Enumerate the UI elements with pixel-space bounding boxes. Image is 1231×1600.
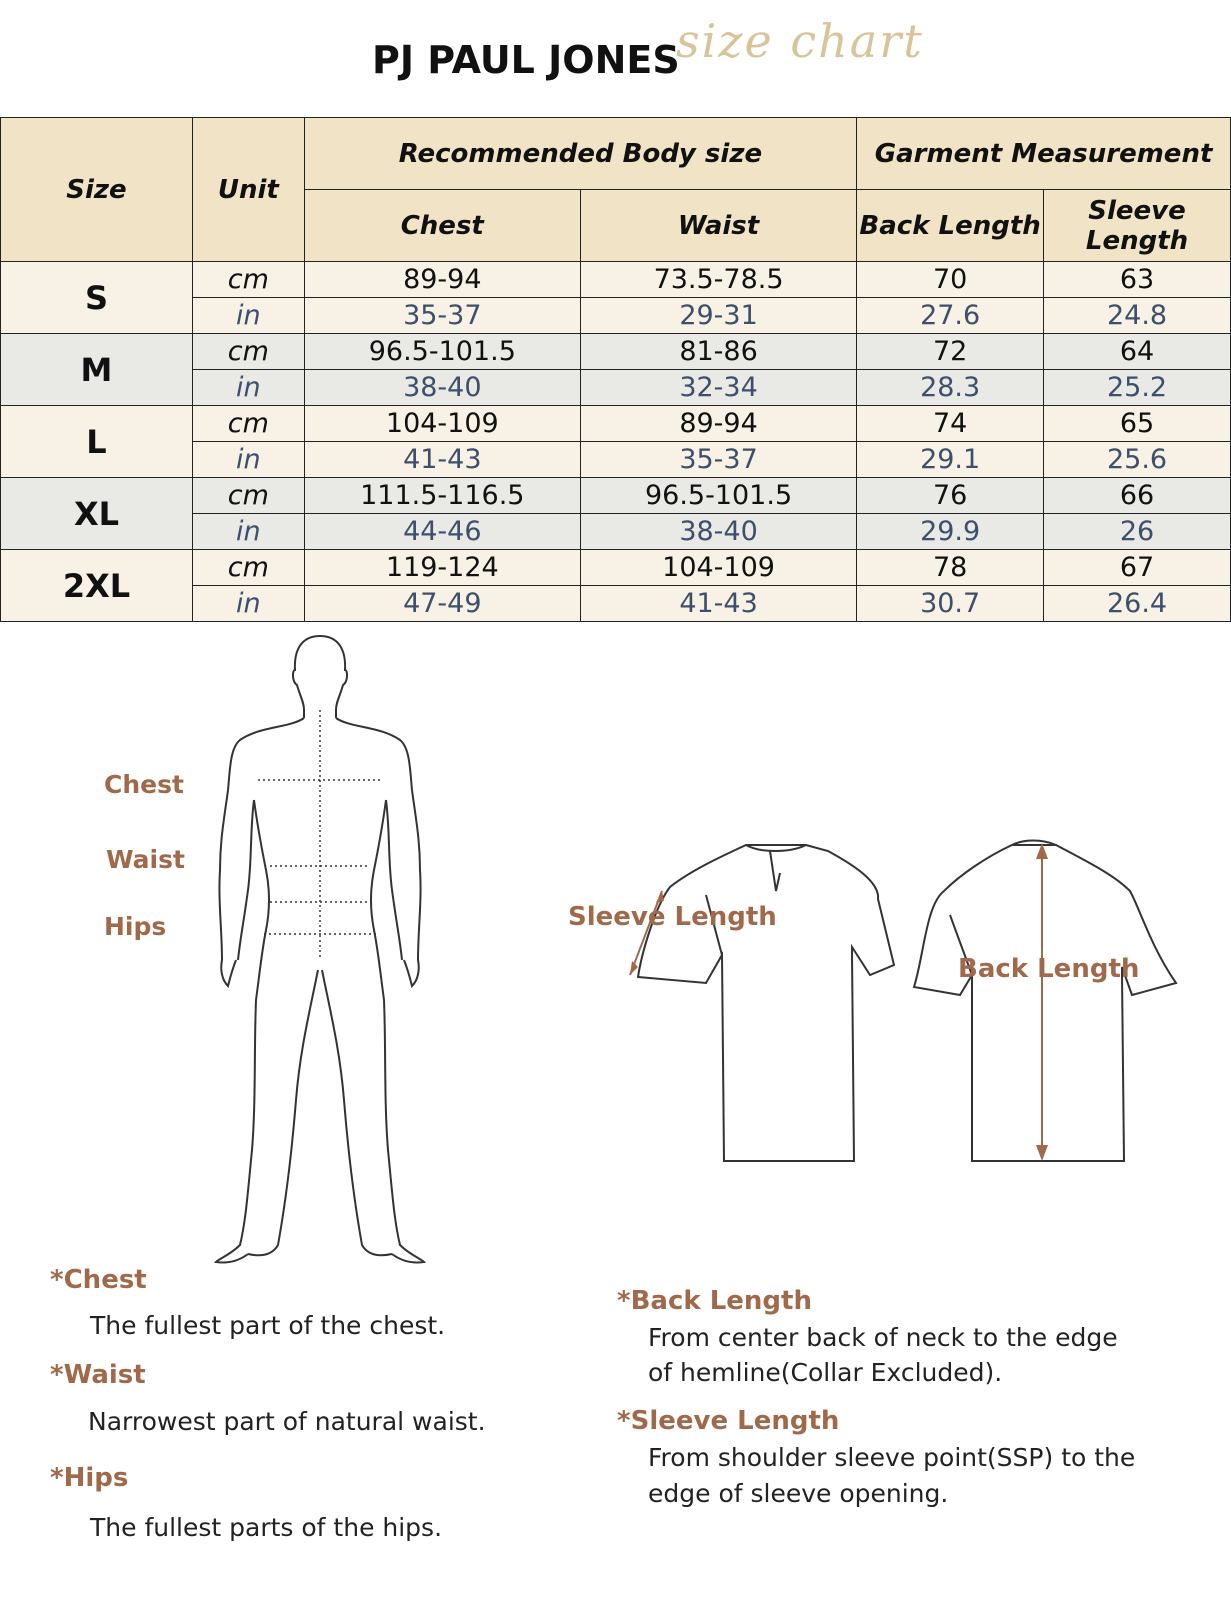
waist-cell: 35-37 [580,442,856,478]
figure-label-back-length: Back Length [958,954,1140,984]
header-recommended-body-size: Recommended Body size [304,118,857,190]
table-row [1,550,1231,586]
chest-cell: 44-46 [304,514,580,550]
back-length-cell: 74 [857,406,1044,442]
figure-label-waist: Waist [106,845,185,874]
unit-cell: cm [192,262,304,298]
definition-text-sleeve-length-2: edge of sleeve opening. [648,1479,949,1508]
sleeve-length-cell: 63 [1044,262,1231,298]
sleeve-length-cell: 65 [1044,406,1231,442]
unit-cell: cm [192,334,304,370]
definition-text-hips: The fullest parts of the hips. [90,1513,443,1542]
figure-label-sleeve-length: Sleeve Length [568,902,777,932]
shirt-front-icon [620,835,910,1175]
back-length-cell: 30.7 [857,586,1044,622]
header-size: Size [1,118,193,262]
size-label: S [1,262,193,334]
unit-cell: cm [192,550,304,586]
definition-text-back-length-1: From center back of neck to the edge [648,1323,1118,1352]
table-row [1,262,1231,298]
definition-title-sleeve-length: *Sleeve Length [617,1406,840,1436]
figure-label-hips: Hips [104,912,167,941]
body-figure-icon [200,630,440,1290]
sleeve-length-cell: 26 [1044,514,1231,550]
back-length-cell: 29.1 [857,442,1044,478]
unit-cell: in [192,370,304,406]
waist-cell: 32-34 [580,370,856,406]
definition-title-waist: *Waist [50,1360,146,1390]
header-unit: Unit [192,118,304,262]
sleeve-length-cell: 64 [1044,334,1231,370]
unit-cell: in [192,442,304,478]
table-row [1,478,1231,514]
unit-cell: in [192,298,304,334]
back-length-cell: 72 [857,334,1044,370]
header-chest: Chest [304,190,580,262]
back-length-cell: 76 [857,478,1044,514]
size-label: L [1,406,193,478]
sleeve-length-cell: 67 [1044,550,1231,586]
definition-text-chest: The fullest part of the chest. [90,1311,446,1340]
waist-cell: 81-86 [580,334,856,370]
shirt-back-icon [900,835,1190,1175]
page-header [0,0,1231,118]
definition-text-sleeve-length-1: From shoulder sleeve point(SSP) to the [648,1443,1136,1472]
waist-cell: 38-40 [580,514,856,550]
chest-cell: 35-37 [304,298,580,334]
back-length-cell: 29.9 [857,514,1044,550]
chest-cell: 111.5-116.5 [304,478,580,514]
unit-cell: cm [192,478,304,514]
brand-name: PJ PAUL JONES [372,38,680,82]
header-garment-measurement: Garment Measurement [857,118,1231,190]
sleeve-length-cell: 25.2 [1044,370,1231,406]
chest-cell: 104-109 [304,406,580,442]
size-label: XL [1,478,193,550]
sleeve-length-cell: 26.4 [1044,586,1231,622]
size-table [0,117,1231,622]
definition-title-hips: *Hips [50,1463,129,1493]
size-label: 2XL [1,550,193,622]
sleeve-length-cell: 25.6 [1044,442,1231,478]
back-length-cell: 78 [857,550,1044,586]
chest-cell: 89-94 [304,262,580,298]
header-waist: Waist [580,190,856,262]
waist-cell: 104-109 [580,550,856,586]
waist-cell: 29-31 [580,298,856,334]
size-label: M [1,334,193,406]
unit-cell: in [192,514,304,550]
definition-title-back-length: *Back Length [617,1286,812,1316]
figure-label-chest: Chest [104,770,184,799]
chest-cell: 119-124 [304,550,580,586]
waist-cell: 73.5-78.5 [580,262,856,298]
waist-cell: 41-43 [580,586,856,622]
unit-cell: in [192,586,304,622]
definition-text-waist: Narrowest part of natural waist. [88,1407,486,1436]
back-length-cell: 70 [857,262,1044,298]
table-row [1,334,1231,370]
waist-cell: 96.5-101.5 [580,478,856,514]
chest-cell: 47-49 [304,586,580,622]
size-chart-script-title: size chart [676,14,924,68]
chest-cell: 96.5-101.5 [304,334,580,370]
back-length-cell: 27.6 [857,298,1044,334]
back-length-cell: 28.3 [857,370,1044,406]
sleeve-length-cell: 66 [1044,478,1231,514]
table-row [1,406,1231,442]
unit-cell: cm [192,406,304,442]
header-back-length: Back Length [857,190,1044,262]
waist-cell: 89-94 [580,406,856,442]
chest-cell: 41-43 [304,442,580,478]
header-sleeve-length: Sleeve Length [1044,190,1231,262]
chest-cell: 38-40 [304,370,580,406]
definition-text-back-length-2: of hemline(Collar Excluded). [648,1358,1003,1387]
definition-title-chest: *Chest [50,1265,147,1295]
sleeve-length-cell: 24.8 [1044,298,1231,334]
